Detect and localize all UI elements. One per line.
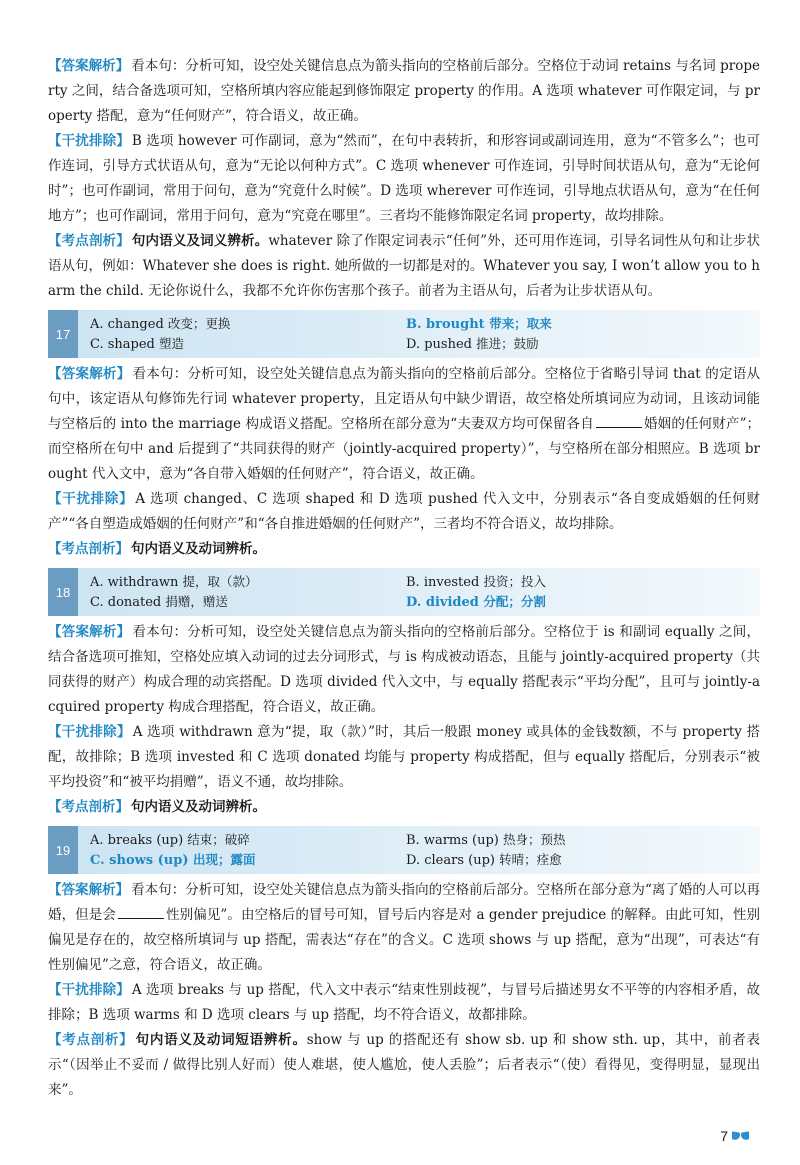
answer-text: 看本句：分析可知，设空处关键信息点为箭头指向的空格前后部分。空格位于动词 retains 与名词 property 之间，结合备选项可知，空格所填内容应能起到修饰限定 property 的作用。A 选项 whatever 可作限定词，与 property 搭配，意为“任何财产”，符合语义，故正确。 (48, 58, 761, 124)
point-text: whatever 除了作限定词表示“任何”外，还可用作连词，引导名词性从句和让步状语从句，例如：Whatever she does is right. 她所做的一切都是对的。Whatever you say, I won’t allow you to harm the child. 无论你说什么，我都不允许你伤害那个孩子。前者为主语从句，后者为让步状语从句。 (48, 233, 760, 299)
point-analysis-17: 【考点剖析】 句内语义及动词辨析。 (48, 541, 266, 557)
distractor-analysis-17: 【干扰排除】 A 选项 changed、C 选项 shaped 和 D 选项 pushed 代入文中，分别表示“各自变成婚姻的任何财产”“各自塑造成婚姻的任何财产”和“各自推进婚姻的任何财产”，三者均不符合语义，故均排除。 (48, 491, 761, 532)
option-d-correct: D. divided 分配；分割 (406, 594, 546, 610)
point-tag: 【考点剖析】 (48, 799, 129, 815)
blank-line (118, 904, 164, 919)
point-analysis-18: 【考点剖析】 句内语义及动词辨析。 (48, 799, 266, 815)
page-content (48, 54, 760, 1103)
option-a: A. breaks (up) 结束；破碎 (90, 832, 250, 848)
distractor-analysis-19: 【干扰排除】 A 选项 breaks 与 up 搭配，代入文中表示“结束性别歧视”，与冒号后描述男女不平等的内容相矛盾，故排除；B 选项 warms 和 D 选项 clears 与 up 搭配，均不符合语义，故都排除。 (48, 982, 760, 1023)
options-box-18 (48, 568, 760, 616)
point-analysis-19: 【考点剖析】 句内语义及动词短语辨析。show 与 up 的搭配还有 show sb. up 和 show sth. up，其中，前者表示“（因举止不妥而 / 做得比别人好而）使人难堪，使人尴尬，使人丢脸”；后者表示“（使）看得见，变得明显，显现出来”。 (48, 1032, 761, 1098)
option-b: B. invested 投资；投入 (406, 574, 546, 590)
page-number (720, 1128, 750, 1144)
distractor-tag: 【干扰排除】 (48, 491, 134, 507)
distractor-tag: 【干扰排除】 (48, 724, 131, 740)
options-box-17 (48, 310, 760, 358)
answer-tag: 【答案解析】 (48, 58, 130, 74)
option-a: A. changed 改变；更换 (90, 316, 231, 332)
distractor-analysis-18: 【干扰排除】 A 选项 withdrawn 意为“提，取（款）”时，其后一般跟 money 或具体的金钱数额，不与 property 搭配，故排除；B 选项 invested 和 C 选项 donated 均能与 property 构成搭配，但与 equally 搭配后，分别表示“被平均投资”和“被平均捐赠”，语义不通，故均排除。 (48, 724, 761, 790)
point-analysis-16 (48, 229, 760, 304)
option-d: D. pushed 推进；鼓励 (406, 336, 539, 352)
answer-tag: 【答案解析】 (48, 366, 131, 382)
book-icon (732, 1130, 750, 1142)
question-number: 17 (48, 310, 78, 358)
question-number: 19 (48, 826, 78, 874)
point-tag: 【考点剖析】 (48, 233, 130, 249)
question-number: 18 (48, 568, 78, 616)
option-b: B. warms (up) 热身；预热 (406, 832, 566, 848)
distractor-tag: 【干扰排除】 (48, 982, 130, 998)
answer-analysis-19: 【答案解析】 看本句：分析可知，设空处关键信息点为箭头指向的空格前后部分。空格所在部分意为“离了婚的人可以再婚，但是会 性别偏见”。由空格后的冒号可知，冒号后内容是对 a gender prejudice 的解释。由此可知，性别偏见是存在的，故空格所填词与 up 搭配，需表达“存在”的含义。C 选项 shows 与 up 搭配，意为“出现”，可表达“有性别偏见”之意，符合语义，故正确。 (48, 882, 761, 973)
option-c-correct: C. shows (up) 出现；露面 (90, 852, 256, 868)
answer-analysis-16 (48, 54, 760, 129)
answer-tag: 【答案解析】 (48, 624, 131, 640)
page-number-text: 7 (720, 1128, 728, 1144)
options-box-19 (48, 826, 760, 874)
answer-analysis-17: 【答案解析】 看本句：分析可知，设空处关键信息点为箭头指向的空格前后部分。空格位于省略引导词 that 的定语从句中，该定语从句修饰先行词 whatever property，且定语从句中缺少谓语，故空格处所填词应为动词，且该动词能与空格后的 into the marriage 构成语义搭配。空格所在部分意为“夫妻双方均可保留各自 婚姻的任何财产”；而空格所在句中 and 后提到了“共同获得的财产（jointly-acquired property）”，与空格所在部分相照应。B 选项 brought 代入文中，意为“各自带入婚姻的任何财产”，符合语义，故正确。 (48, 366, 761, 482)
option-d: D. clears (up) 转晴；痊愈 (406, 852, 562, 868)
answer-analysis-18: 【答案解析】 看本句：分析可知，设空处关键信息点为箭头指向的空格前后部分。空格位于 is 和副词 equally 之间，结合备选项可推知，空格处应填入动词的过去分词形式，与 is 构成被动语态，且能与 jointly-acquired property（共同获得的财产）构成合理的动宾搭配。D 选项 divided 代入文中，与 equally 搭配表示“平均分配”，且可与 jointly-acquired property 构成合理搭配，符合语义，故正确。 (48, 624, 761, 715)
option-b-correct: B. brought 带来；取来 (406, 316, 552, 332)
point-tag: 【考点剖析】 (48, 541, 129, 557)
option-c: C. shaped 塑造 (90, 336, 185, 352)
point-title: 句内语义及词义辨析。 (131, 233, 269, 249)
answer-tag: 【答案解析】 (48, 882, 130, 898)
distractor-analysis-16 (48, 129, 760, 229)
point-tag: 【考点剖析】 (48, 1032, 134, 1048)
option-a: A. withdrawn 提，取（款） (90, 574, 258, 590)
distractor-tag: 【干扰排除】 (48, 133, 130, 149)
blank-line (596, 413, 642, 428)
distractor-text: B 选项 however 可作副词，意为“然而”，在句中表转折，和形容词或副词连用，意为“不管多么”；也可作连词，引导方式状语从句，意为“无论以何种方式”。C 选项 whenever 可作连词，引导时间状语从句，意为“无论何时”；也可作副词，常用于问句，意为“究竟什么时候”。D 选项 wherever 可作连词，引导地点状语从句，意为“在任何地方”；也可作副词，常用于问句，意为“究竟在哪里”。三者均不能修饰限定名词 property，故均排除。 (48, 133, 761, 224)
option-c: C. donated 捐赠，赠送 (90, 594, 228, 610)
